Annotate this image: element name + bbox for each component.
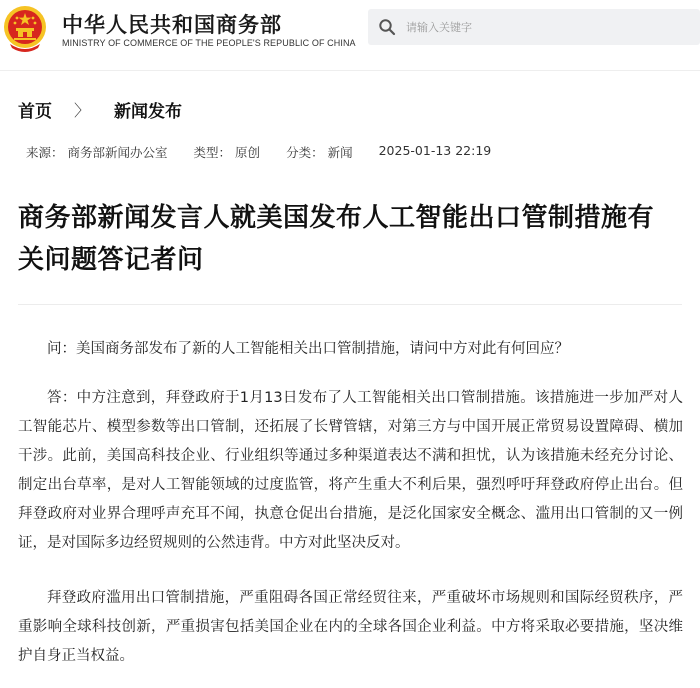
article-paragraph-answer: 答：中方注意到，拜登政府于1月13日发布了人工智能相关出口管制措施。该措施进一步加严对人工智能芯片、模型参数等出口管制，还拓展了长臂管辖，对第三方与中国开展正常贸易设置障碍、横加干涉。此前，美国高科技企业、行业组织等通过多种渠道表达不满和担忧，认为该措施未经充分讨论、制定出台草率，是对人工智能领域的过度监管，将产生重大不利后果，强烈呼吁拜登政府停止出台。但拜登政府对业界合理呼声充耳不闻，执意仓促出台措施，是泛化国家安全概念、滥用出口管制的又一例证，是对国际多边经贸规则的公然违背。中方对此坚决反对。 (18, 390, 683, 551)
national-emblem-icon[interactable] (2, 4, 48, 54)
search-icon[interactable] (378, 18, 396, 36)
meta-category-label: 分类： (286, 145, 324, 160)
site-header (0, 0, 700, 60)
meta-source-value: 商务部新闻办公室 (67, 145, 168, 160)
breadcrumb (18, 97, 182, 121)
breadcrumb-home-link[interactable]: 首页 (18, 101, 52, 122)
article-title: 商务部新闻发言人就美国发布人工智能出口管制措施有关问题答记者问 (18, 203, 655, 275)
article-paragraph-question: 问：美国商务部发布了新的人工智能相关出口管制措施，请问中方对此有何回应？ (47, 341, 569, 357)
meta-datetime: 2025-01-13 22:19 (378, 143, 492, 158)
site-name-en: MINISTRY OF COMMERCE OF THE PEOPLE'S REPUBLIC OF CHINA (62, 38, 356, 48)
search-input[interactable] (406, 9, 696, 45)
meta-type-label: 类型： (193, 145, 232, 160)
article-meta (26, 143, 517, 161)
article-paragraph-closing: 拜登政府滥用出口管制措施，严重阻碍各国正常经贸往来，严重破坏市场规则和国际经贸秩序，严重影响全球科技创新，严重损害包括美国企业在内的全球各国企业利益。中方将采取必要措施，坚决维护自身正当权益。 (18, 590, 683, 664)
meta-source-label: 来源： (26, 145, 64, 160)
meta-category (286, 143, 353, 161)
breadcrumb-separator: 〉 (74, 100, 91, 120)
title-divider (18, 304, 682, 305)
meta-type-value: 原创 (235, 145, 261, 160)
search-box (368, 9, 700, 45)
meta-category-value: 新闻 (327, 145, 353, 160)
site-name-cn[interactable]: 中华人民共和国商务部 (62, 13, 282, 37)
breadcrumb-section-link[interactable]: 新闻发布 (114, 101, 183, 122)
meta-source (26, 143, 168, 161)
meta-type (194, 143, 261, 161)
header-divider (0, 70, 700, 71)
